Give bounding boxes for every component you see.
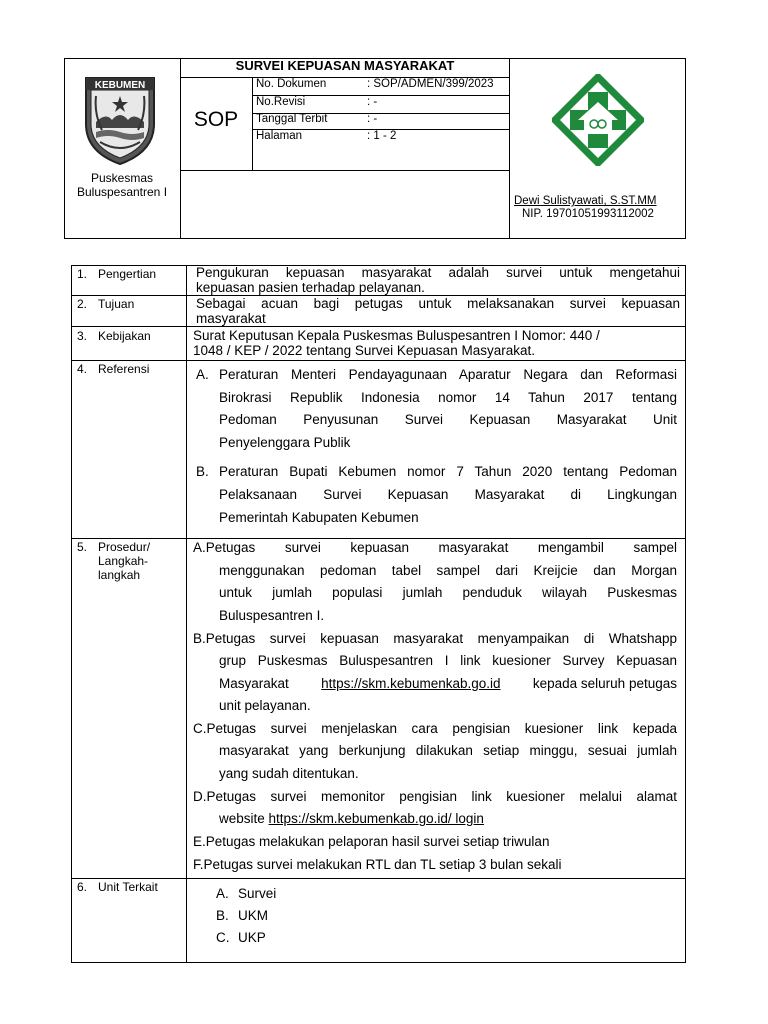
list-marker: B. xyxy=(196,464,209,479)
procedure-text: Masyarakat xyxy=(219,676,289,691)
unit-item: UKP xyxy=(238,930,266,945)
field-label-no-revisi: No.Revisi xyxy=(256,96,306,108)
list-marker: B. xyxy=(216,908,229,923)
row-number: 1. xyxy=(77,267,88,281)
document-title: SURVEI KEPUASAN MASYARAKAT xyxy=(235,58,455,73)
procedure-step-line: A.Petugas survei kepuasan masyarakat mengambil sampel xyxy=(193,540,677,555)
row-divider xyxy=(71,360,686,361)
field-label-no-dokumen: No. Dokumen xyxy=(256,78,327,90)
procedure-step-line: untuk jumlah populasi jumlah penduduk wilayah Puskesmas xyxy=(219,585,677,600)
procedure-step-line: grup Puskesmas Buluspesantren I link kuesioner Survey Kepuasan xyxy=(219,653,677,668)
row-divider xyxy=(71,538,686,539)
procedure-step-line: D.Petugas survei memonitor pengisian link kuesioner melalui alamat xyxy=(193,789,677,804)
procedure-step-line: E.Petugas melakukan pelaporan hasil survei setiap triwulan xyxy=(193,834,550,849)
row-text-line: masyarakat xyxy=(196,311,266,326)
sop-label: SOP xyxy=(193,108,239,131)
signer-nip: NIP. 19701051993112002 xyxy=(522,208,654,220)
procedure-text: website xyxy=(219,811,265,826)
row-text-line: Sebagai acuan bagi petugas untuk melaksanakan survei kepuasan xyxy=(196,296,680,311)
field-label-tanggal-terbit: Tanggal Terbit xyxy=(256,113,328,125)
row-label: Tujuan xyxy=(98,297,135,311)
row-label: langkah xyxy=(98,568,141,582)
list-marker: A. xyxy=(196,367,209,382)
field-value-no-dokumen: : SOP/ADMEN/399/2023 xyxy=(367,78,494,90)
row-number: 5. xyxy=(77,540,88,554)
procedure-step-line: unit pelayanan. xyxy=(219,698,311,713)
row-number: 4. xyxy=(77,362,88,376)
divider xyxy=(180,58,181,239)
row-label: Kebijakan xyxy=(98,329,151,343)
row-divider xyxy=(71,878,686,879)
reference-b-line: Pelaksanaan Survei Kepuasan Masyarakat di Lingkungan xyxy=(219,487,677,502)
row-text-line: kepuasan pasien terhadap pelayanan. xyxy=(196,280,425,295)
row-number: 3. xyxy=(77,329,88,343)
procedure-text: kepada seluruh petugas xyxy=(532,676,677,691)
row-label: Referensi xyxy=(98,362,150,376)
row-number: 2. xyxy=(77,297,88,311)
procedure-step-line: Buluspesantren I. xyxy=(219,608,325,623)
reference-a-line: Birokrasi Republik Indonesia nomor 14 Tahun 2017 tentang xyxy=(219,390,677,405)
divider xyxy=(509,58,510,239)
row-label: Prosedur/ xyxy=(98,540,151,554)
svg-text:KEBUMEN: KEBUMEN xyxy=(94,80,146,91)
row-label: Langkah- xyxy=(98,554,149,568)
procedure-step-line: F.Petugas survei melakukan RTL dan TL setiap 3 bulan sekali xyxy=(193,857,562,872)
unit-item: Survei xyxy=(238,886,277,901)
reference-a-line: Pedoman Penyusunan Survei Kepuasan Masyarakat Unit xyxy=(219,412,677,427)
puskesmas-cross-logo xyxy=(552,74,644,171)
procedure-step-line: B.Petugas survei kepuasan masyarakat menyampaikan di Whatshapp xyxy=(193,631,677,646)
divider xyxy=(180,170,510,171)
org-name-line1: Puskesmas xyxy=(90,171,154,185)
reference-b-line: Peraturan Bupati Kebumen nomor 7 Tahun 2020 tentang Pedoman xyxy=(219,464,677,479)
kebumen-emblem-logo xyxy=(82,74,158,171)
reference-a-line: Peraturan Menteri Pendayagunaan Aparatur Negara dan Reformasi xyxy=(219,367,677,382)
procedure-step-line xyxy=(219,811,484,826)
skm-login-link[interactable]: https://skm.kebumenkab.go.id/ login xyxy=(268,811,484,826)
procedure-step-line: menggunakan pedoman tabel sampel dari Kreijcie dan Morgan xyxy=(219,563,677,578)
row-text-line: 1048 / KEP / 2022 tentang Survei Kepuasan Masyarakat. xyxy=(193,343,535,358)
row-label: Pengertian xyxy=(98,267,157,281)
row-text-line: Surat Keputusan Kepala Puskesmas Buluspesantren I Nomor: 440 / xyxy=(193,328,600,343)
signer-name: Dewi Sulistyawati, S.ST.MM xyxy=(514,195,657,207)
field-value-tanggal-terbit: : - xyxy=(367,113,378,125)
field-value-no-revisi: : - xyxy=(367,96,378,108)
procedure-step-line: masyarakat yang berkunjung dilakukan setiap minggu, sesuai jumlah xyxy=(219,743,677,758)
field-label-halaman: Halaman xyxy=(256,130,303,142)
divider xyxy=(252,77,253,171)
row-number: 6. xyxy=(77,880,88,894)
skm-website-link[interactable]: https://skm.kebumenkab.go.id xyxy=(321,676,501,691)
list-marker: C. xyxy=(216,930,230,945)
unit-item: UKM xyxy=(238,908,268,923)
row-text-line: Pengukuran kepuasan masyarakat adalah survei untuk mengetahui xyxy=(196,265,680,280)
procedure-step-line xyxy=(219,676,677,691)
reference-b-line: Pemerintah Kabupaten Kebumen xyxy=(219,510,419,525)
org-name-line2: Buluspesantren I xyxy=(76,185,168,199)
field-value-halaman: : 1 - 2 xyxy=(367,130,397,142)
row-label: Unit Terkait xyxy=(98,880,158,894)
procedure-step-line: C.Petugas survei menjelaskan cara pengisian kuesioner link kepada xyxy=(193,721,677,736)
procedure-step-line: yang sudah ditentukan. xyxy=(219,766,359,781)
list-marker: A. xyxy=(216,886,229,901)
reference-a-line: Penyelenggara Publik xyxy=(219,435,351,450)
row-divider xyxy=(71,326,686,327)
divider xyxy=(186,265,187,963)
